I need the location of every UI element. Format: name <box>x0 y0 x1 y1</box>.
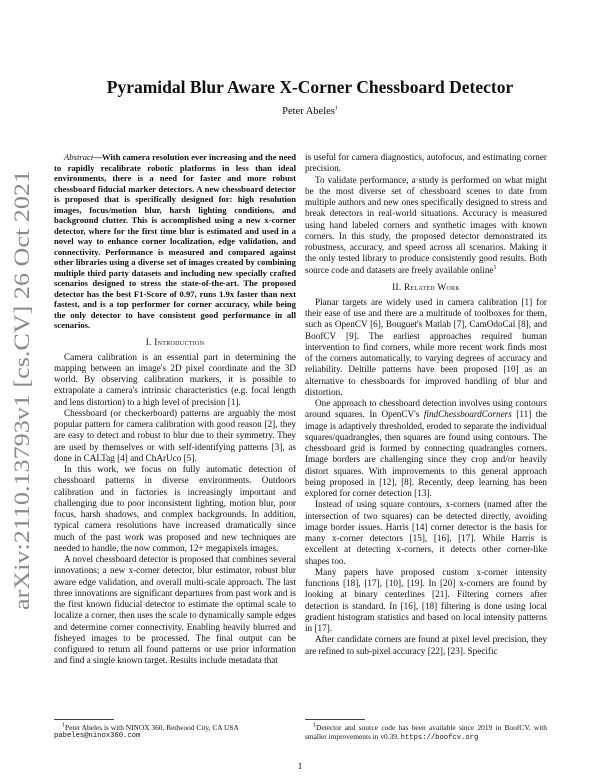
intro-paragraph-continued: is useful for camera diagnostics, autofocus, and estimating corner precision. <box>305 152 547 174</box>
author-affiliation-footnote: $^1$Peter Abeles is with NINOX 360, Redwood City, CA USA <box>62 722 239 732</box>
paper-title: Pyramidal Blur Aware X-Corner Chessboard Detector <box>106 77 514 97</box>
related-paragraph: Many papers have proposed custom x-corner intensity functions [18], [17], [10], [19]. In [20] x-corners are found by looking at binary centerlines [21]. Filtering corners after detection is standard. In [16], [18] filtering is done using local gradient histogram statistics and based on local intensity patterns in [17]. <box>305 566 547 633</box>
footnote-left <box>54 719 296 741</box>
author-name: Peter Abeles <box>282 106 335 117</box>
source-code-footnote: $^1$Detector and source code has been available since 2019 in BoofCV, with smaller improvements in v0.39. https://boofcv.org <box>305 722 547 742</box>
arxiv-stamp <box>2 170 38 610</box>
related-paragraph-opencv: One approach to chessboard detection involves using contours around squares. In OpenCV's findChessboardCorners [11] the image is adaptively thresholded, eroded to separate the individual squares/quadrangles, then squares are found using contours. The chessboard grid is formed by connecting quadrangles corners. Image borders are challenging since they crop and/or heavily distort squares. With improvements to this general approach being proposed in [12], [8]. Recently, deep learning has been explored for corner detection [13]. <box>305 398 547 498</box>
footnote-rule <box>54 719 114 720</box>
abstract-text: —With camera resolution ever increasing and the need to rapidly recalibrate robotic platforms in less than ideal environments, there is a need for faster and more robust chessboard fiducial marker detectors. A new chessboard detector is proposed that is specifically designed for: high resolution images, focus/motion blur, harsh lighting conditions, and background clutter. This is accomplished using a new x-corner detector, where for the first time blur is estimated and used in a novel way to enhance corner localization, edge validation, and connectivity. Performance is measured and compared against other libraries using a diverse set of images created by combining multiple third party datasets and including new specially crafted scenarios designed to stress the state-of-the-art. The proposed detector has the best F1-Score of 0.97, runs 1.9x faster than next fastest, and is a top performer for corner accuracy, while being the only detector to have consistent good performance in all scenarios. <box>54 152 296 330</box>
function-name: findChessboardCorners <box>423 409 512 420</box>
boofcv-link[interactable]: https://boofcv.org <box>400 734 479 742</box>
section-heading-introduction: I. Introduction <box>145 336 205 347</box>
intro-paragraph: Camera calibration is an essential part in determining the mapping between an image's 2D pixel coordinate and the 3D world. By observing calibration markers, it is possible to extrapolate a camera's intrinsic characteristics (e.g. focal length and lens distortion) to a high level of precision [1]. <box>54 351 296 407</box>
intro-paragraph: A novel chessboard detector is proposed that combines several innovations; a new x-corner detector, blur estimator, robust blur aware edge validation, and overall multi-scale approach. The last three innovations are significant departures from past work and is the first known fiducial detector to estimate the optimal scale to localize a corner, then uses the scale to dynamically sample edges and determine corner connectivity. Enabling heavily blurred and fisheyed images to be processed. The final output can be configured to return all found patterns or use prior information and find a single known target. Results include metadata that <box>54 554 296 666</box>
left-column <box>54 152 296 667</box>
footnote-right <box>305 719 547 743</box>
author-email: pabeles@ninox360.com <box>54 732 141 740</box>
intro-paragraph: In this work, we focus on fully automatic detection of chessboard patterns in diverse environments. Outdoors calibration and in factories is increasingly important and challenging due to poor inconsistent lighting, motion blur, poor focus, harsh shadows, and complex backgrounds. In addition, typical camera resolutions have increased dramatically since much of the past work was proposed and new techniques are needed to handle, the now common, 12+ megapixels images. <box>54 464 296 553</box>
section-heading-related-work: II. Related Work <box>392 281 460 292</box>
related-paragraph: After candidate corners are found at pixel level precision, they are refined to sub-pixel accuracy [22], [23]. Specific <box>305 634 547 656</box>
source-footnote-mark: 1 <box>493 264 497 271</box>
related-paragraph: Instead of using square contours, x-corners (named after the intersection of two squares) can be detected directly, avoiding image border issues. Harris [14] corner detector is the basis for many x-corner detectors [15], [16], [17]. While Harris is excellent at detecting x-corners, it detects other corner-like shapes too. <box>305 499 547 566</box>
author-line <box>60 106 560 117</box>
arxiv-stamp-text: arXiv:2110.13793v1 [cs.CV] 26 Oct 2021 <box>9 239 34 610</box>
validation-paragraph: To validate performance, a study is performed on what might be the most diverse set of chessboard scenes to date from multiple authors and new ones specifically designed to stress and break detectors in real-world situations. Accuracy is measured using hand labeled corners and synthetic images with known corners. In this study, the proposed detector demonstrated its robustness, accuracy, and speed across all scenarios. Making it the only tested library to produce consistently good results. Both source code and datasets are freely available online$^1$ <box>305 174 547 275</box>
author-footnote-mark: 1 <box>334 105 338 112</box>
related-paragraph: Planar targets are widely used in camera calibration [1] for their ease of use and there are a multitude of toolboxes for them, such as OpenCV [6], Bouguet's Matlab [7], CamOdoCal [8], and BoofCV [9]. The earliest approaches required human intervention to find corners, while more recent work finds most of the corners automatically, to varying degrees of accuracy and reliability. Deltille patterns have been proposed [10] as an alternative to chessboards for improved handling of blur and distortion. <box>305 296 547 397</box>
right-column <box>305 152 547 657</box>
abstract <box>54 152 296 331</box>
abstract-label: Abstract <box>64 152 94 162</box>
footnote-rule <box>305 719 365 720</box>
intro-paragraph: Chessboard (or checkerboard) patterns are arguably the most popular pattern for camera calibration with good reason [2], they are easy to detect and robust to blur due to their symmetry. They are used by themselves or with self-identifying patterns [3], as done in CALTag [4] and ChArUco [5]. <box>54 407 296 463</box>
page-number: 1 <box>297 762 303 772</box>
